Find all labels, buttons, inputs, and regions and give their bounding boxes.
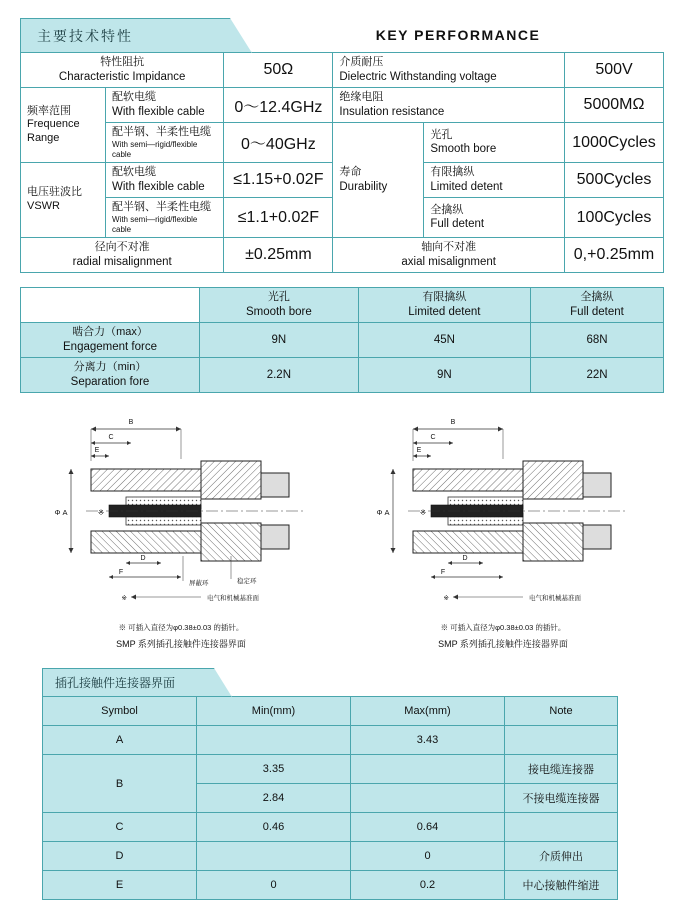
table-row [21,358,664,393]
svg-text:※: ※ [121,595,127,603]
iface-header-max: Max(mm) [351,697,505,726]
force-table [20,287,664,393]
cell-durability-group: 寿命 Durability [333,123,424,238]
table-row [21,123,664,163]
table-row [43,871,618,900]
cell-frequency-semirigid-label: 配半钢、半柔性电缆 With semi—rigid/flexible cable [106,123,224,163]
force-header-limited-detent: 有限擒纵 Limited detent [358,288,530,323]
cell-vswr-flexible-label: 配软电缆 With flexible cable [106,163,224,198]
drawing-note-2: ※ 可插入直径为φ0.38±0.03 的插针。 [440,623,566,633]
interface-table [42,696,618,900]
banner-title: 主要技术特性 [37,27,133,44]
cell-insulation-label: 绝缘电阻 Insulation resistance [333,88,565,123]
iface-row-c-max: 0.64 [351,813,505,842]
svg-text:D: D [462,555,468,563]
cell-vswr-group: 电压驻波比 VSWR [21,163,106,238]
cell-vswr-semirigid-label: 配半钢、半柔性电缆 With semi—rigid/flexible cable [106,198,224,238]
cell-durability-smooth-label: 光孔 Smooth bore [424,123,565,163]
iface-header-symbol: Symbol [43,697,197,726]
iface-row-b2-min: 2.84 [197,784,351,813]
force-row-separation-smooth: 2.2N [200,358,359,393]
cell-vswr-flexible-value: ≤1.15+0.02F [224,163,333,198]
svg-text:C: C [430,434,436,442]
cell-dielectric-label: 介质耐压 Dielectric Withstanding voltage [333,53,565,88]
iface-row-b-max [351,755,505,784]
table-header-row [21,288,664,323]
iface-row-a-max: 3.43 [351,726,505,755]
table-row [21,238,664,273]
iface-row-a-note [505,726,618,755]
table-row [43,842,618,871]
iface-row-a-symbol: A [43,726,197,755]
cell-insulation-value: 5000MΩ [565,88,664,123]
cell-durability-limited-value: 500Cycles [565,163,664,198]
cell-durability-limited-label: 有限擒纵 Limited detent [424,163,565,198]
drawing-smp-jack-2 [353,411,653,650]
cell-vswr-semirigid-value: ≤1.1+0.02F [224,198,333,238]
cell-axial-misalignment-value: 0,+0.25mm [565,238,664,273]
table-row [43,726,618,755]
iface-row-e-min: 0 [197,871,351,900]
iface-row-b2-max [351,784,505,813]
svg-text:F: F [118,569,124,577]
svg-text:F: F [440,569,446,577]
interface-section [42,668,664,900]
force-header-smooth-bore: 光孔 Smooth bore [200,288,359,323]
cell-characteristic-impedance-label: 特性阻抗 Characteristic Impidance [21,53,224,88]
iface-row-a-min [197,726,351,755]
cell-durability-full-label: 全擒纵 Full detent [424,198,565,238]
table-row [21,323,664,358]
drawing-label-stabilizer: 稳定环 [237,578,257,586]
force-header-full-detent: 全擒纵 Full detent [531,288,664,323]
svg-text:Φ A: Φ A [54,508,68,518]
technical-drawings [20,411,664,650]
svg-text:E: E [94,447,100,455]
svg-text:电气和机械基准面: 电气和机械基准面 [529,595,581,603]
iface-header-min: Min(mm) [197,697,351,726]
cell-durability-full-value: 100Cycles [565,198,664,238]
cell-dielectric-value: 500V [565,53,664,88]
iface-row-d-note: 介质伸出 [505,842,618,871]
iface-row-d-max: 0 [351,842,505,871]
svg-text:电气和机械基准面: 电气和机械基准面 [207,595,259,603]
cell-frequency-flexible-label: 配软电缆 With flexible cable [106,88,224,123]
svg-text:D: D [140,555,146,563]
svg-text:C: C [108,434,114,442]
section-banner-key-performance [20,18,252,52]
cell-frequency-range-group: 频率范围 Frequence Range [21,88,106,163]
cell-frequency-flexible-value: 0～12.4GHz [224,88,333,123]
force-row-engagement-label: 啮合力（max） Engagement force [21,323,200,358]
iface-row-c-min: 0.46 [197,813,351,842]
iface-row-b-min: 3.35 [197,755,351,784]
drawing-label-shield: 屏蔽环 [189,580,209,588]
iface-row-d-min [197,842,351,871]
cell-radial-misalignment-label: 径向不对准 radial misalignment [21,238,224,273]
iface-row-c-symbol: C [43,813,197,842]
svg-text:※: ※ [97,508,105,518]
iface-row-e-symbol: E [43,871,197,900]
cell-characteristic-impedance-value: 50Ω [224,53,333,88]
table-row [43,813,618,842]
svg-text:※: ※ [443,595,449,603]
header-row [20,18,664,52]
iface-row-e-max: 0.2 [351,871,505,900]
table-row [43,755,618,784]
spec-table [20,52,664,273]
iface-header-note: Note [505,697,618,726]
iface-row-b-note: 接电缆连接器 [505,755,618,784]
table-row [21,88,664,123]
force-row-separation-limited: 9N [358,358,530,393]
iface-row-b2-note: 不接电缆连接器 [505,784,618,813]
cell-durability-smooth-value: 1000Cycles [565,123,664,163]
force-row-engagement-smooth: 9N [200,323,359,358]
svg-text:B: B [450,419,456,427]
interface-banner-title: 插孔接触件连接器界面 [55,676,176,691]
cell-axial-misalignment-label: 轴向不对准 axial misalignment [333,238,565,273]
drawing-note-1: ※ 可插入直径为φ0.38±0.03 的插针。 [118,623,244,633]
iface-row-c-note [505,813,618,842]
force-row-separation-label: 分离力（min） Separation fore [21,358,200,393]
drawing-svg-2 [353,411,653,611]
cell-radial-misalignment-value: ±0.25mm [224,238,333,273]
force-row-separation-full: 22N [531,358,664,393]
iface-row-d-symbol: D [43,842,197,871]
drawing-caption-2: SMP 系列插孔接触件连接器界面 [438,639,568,650]
table-header-row [43,697,618,726]
svg-text:B: B [128,419,134,427]
iface-row-b-symbol: B [43,755,197,813]
cell-frequency-semirigid-value: 0～40GHz [224,123,333,163]
svg-text:E: E [416,447,422,455]
drawing-caption-1: SMP 系列插孔接触件连接器界面 [116,639,246,650]
drawing-smp-jack-1 [31,411,331,650]
force-header-empty [21,288,200,323]
force-row-engagement-limited: 45N [358,323,530,358]
key-performance-title: KEY PERFORMANCE [375,27,541,43]
svg-text:Φ A: Φ A [376,508,390,518]
iface-row-e-note: 中心接触件缩进 [505,871,618,900]
section-banner-interface [42,668,232,696]
svg-text:※: ※ [419,508,427,518]
force-row-engagement-full: 68N [531,323,664,358]
drawing-svg-1 [31,411,331,611]
table-row [21,53,664,88]
